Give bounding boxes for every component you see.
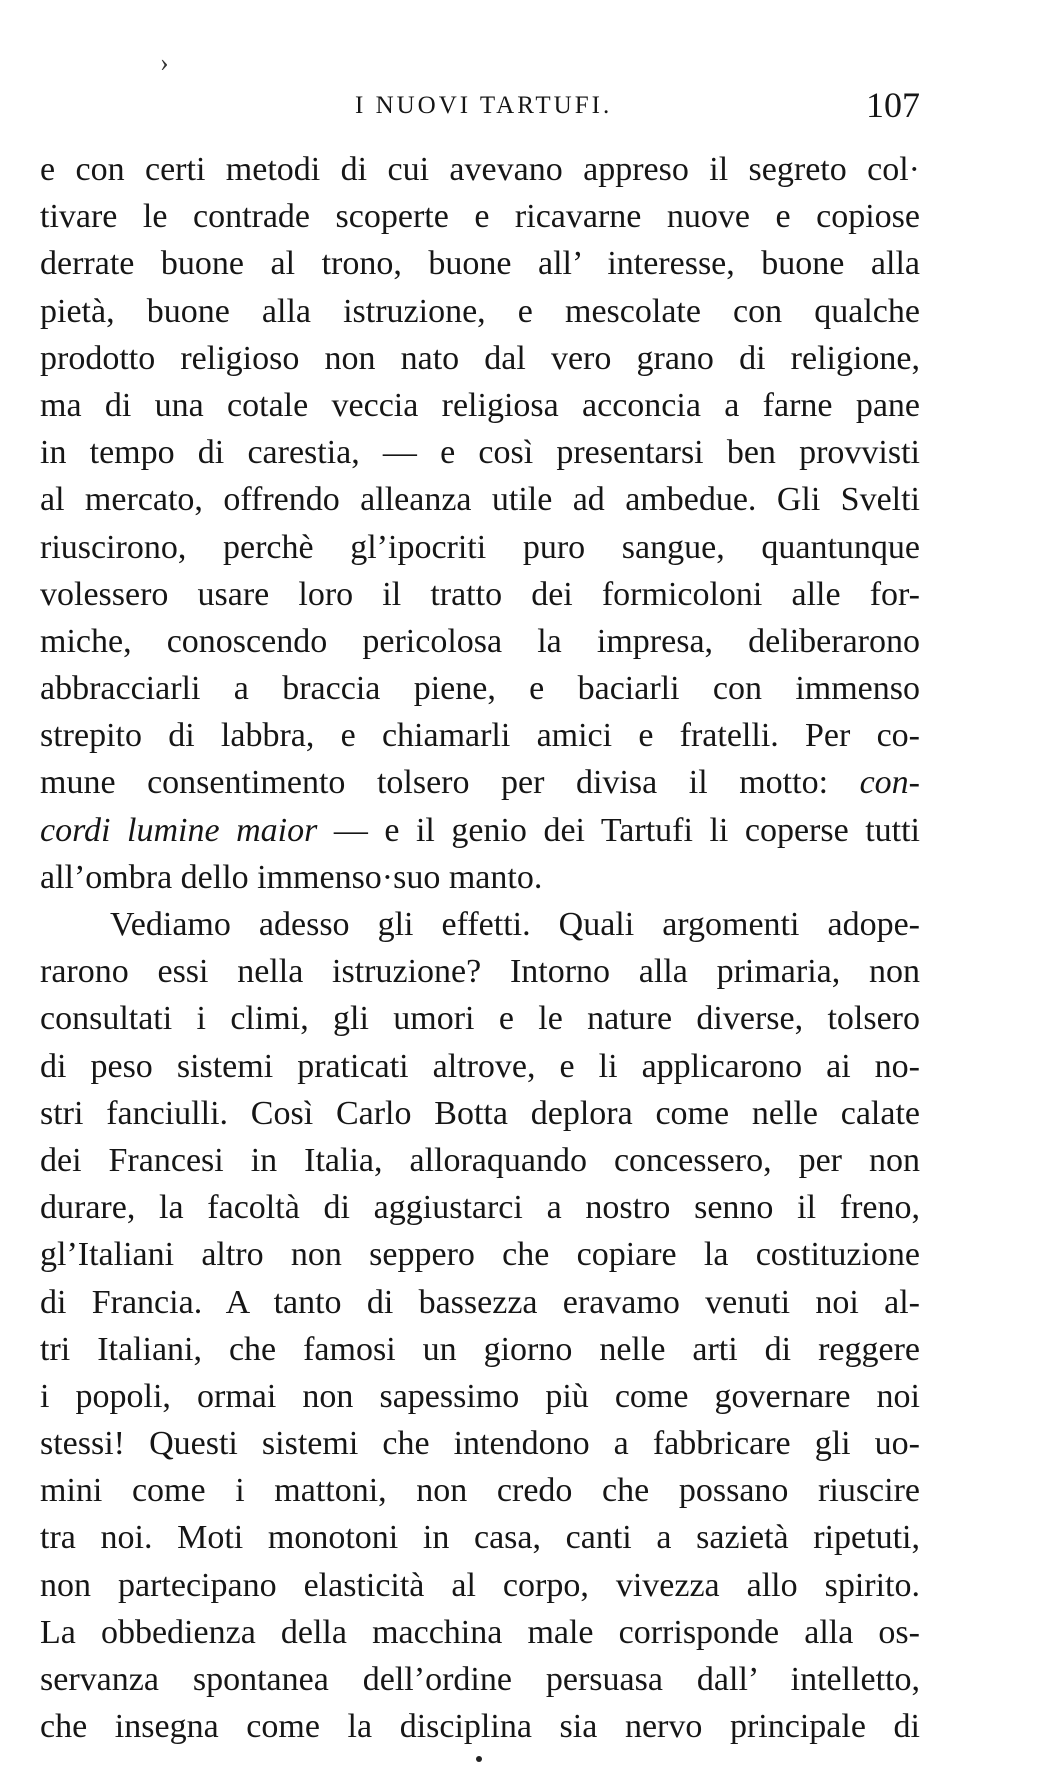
- stray-mark: ›: [160, 48, 169, 77]
- motto-italic-start: con-: [859, 764, 921, 802]
- text-line: mini come i mattoni, non credo che possano riuscire: [40, 1472, 920, 1510]
- text-line: gl’Italiani altro non seppero che copiare la costituzione: [40, 1236, 920, 1274]
- text-line: strepito di labbra, e chiamarli amici e fratelli. Per co-: [40, 717, 920, 755]
- text-line: consultati i climi, gli umori e le nature diverse, tolsero: [40, 1000, 920, 1038]
- text-line: e con certi metodi di cui avevano appreso il segreto col·: [40, 151, 920, 188]
- text-line: rarono essi nella istruzione? Intorno alla primaria, non: [40, 953, 920, 991]
- text-line: miche, conoscendo pericolosa la impresa, deliberarono: [40, 622, 920, 660]
- text-line: durare, la facoltà di aggiustarci a nostro senno il freno,: [40, 1189, 920, 1227]
- text-line: stessi! Questi sistemi che intendono a fabbricare gli uo-: [40, 1425, 920, 1463]
- running-title: I NUOVI TARTUFI.: [355, 92, 613, 119]
- text-line: al mercato, offrendo alleanza utile ad ambedue. Gli Svelti: [40, 481, 920, 519]
- text-line: che insegna come la disciplina sia nervo principale di: [40, 1708, 920, 1746]
- text-line: riuscirono, perchè gl’ipocriti puro sangue, quantunque: [40, 528, 920, 566]
- text-line: tri Italiani, che famosi un giorno nelle arti di reggere: [40, 1330, 920, 1368]
- text-line: non partecipano elasticità al corpo, vivezza allo spirito.: [40, 1566, 920, 1604]
- text-line: in tempo di carestia, — e così presentarsi ben provvisti: [40, 434, 920, 472]
- text-line: ma di una cotale veccia religiosa acconcia a farne pane: [40, 386, 920, 424]
- text-line-paragraph-end: all’ombra dello immenso·suo manto.: [40, 858, 543, 896]
- stray-dot: [476, 1756, 482, 1762]
- text-line: derrate buone al trono, buone all’ interesse, buone alla: [40, 245, 920, 283]
- motto-suffix: — e il genio dei Tartufi li coperse tutti: [317, 811, 920, 849]
- text-line: tivare le contrade scoperte e ricavarne nuove e copiose: [40, 198, 920, 236]
- text-line: servanza spontanea dell’ordine persuasa dall’ intelletto,: [40, 1661, 920, 1698]
- text-line-motto-cont: [40, 807, 920, 854]
- text-line-paragraph-start: Vediamo adesso gli effetti. Quali argomenti adope-: [110, 906, 920, 943]
- text-line: di peso sistemi praticati altrove, e li applicarono ai no-: [40, 1047, 920, 1085]
- motto-prefix: mune consentimento tolsero per divisa il motto:: [40, 764, 829, 802]
- text-line: di Francia. A tanto di bassezza eravamo venuti noi al-: [40, 1283, 920, 1321]
- page-number: 107: [866, 85, 920, 125]
- text-line: i popoli, ormai non sapessimo più come governare noi: [40, 1377, 920, 1415]
- motto-italic-end: cordi lumine maior: [40, 811, 318, 849]
- text-line: stri fanciulli. Così Carlo Botta deplora come nelle calate: [40, 1094, 920, 1132]
- text-line: prodotto religioso non nato dal vero grano di religione,: [40, 339, 920, 377]
- body-text: [40, 146, 920, 1750]
- text-line: tra noi. Moti monotoni in casa, canti a sazietà ripetuti,: [40, 1519, 920, 1557]
- text-line: abbracciarli a braccia piene, e baciarli con immenso: [40, 670, 920, 708]
- text-line: La obbedienza della macchina male corrisponde alla os-: [40, 1613, 920, 1651]
- page-header: [40, 85, 920, 130]
- text-line: pietà, buone alla istruzione, e mescolate con qualche: [40, 292, 920, 330]
- text-line-motto: [40, 759, 920, 806]
- text-line: dei Francesi in Italia, alloraquando concessero, per non: [40, 1141, 920, 1179]
- text-line: volessero usare loro il tratto dei formicoloni alle for-: [40, 575, 920, 613]
